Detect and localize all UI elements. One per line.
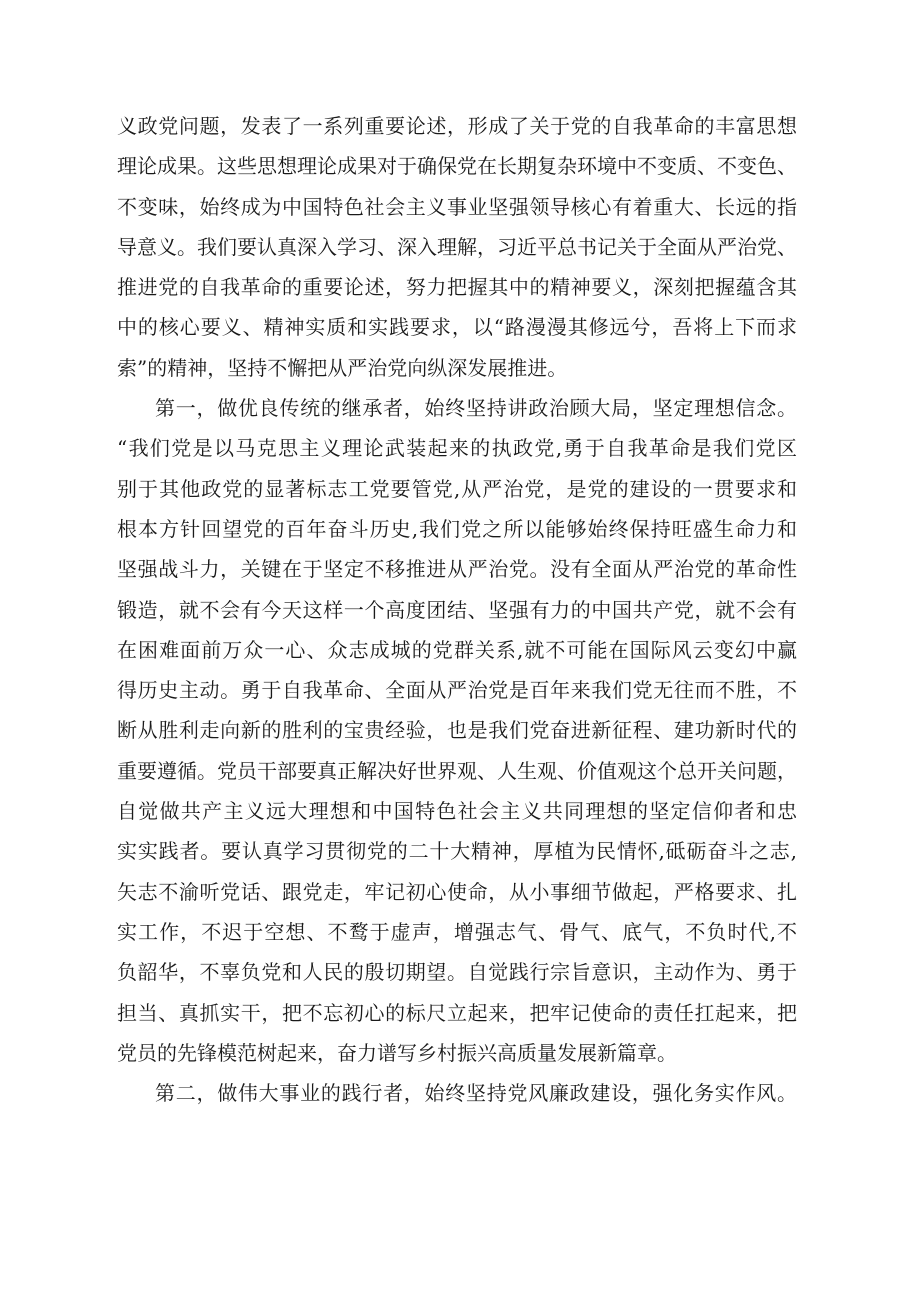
text-line: 推进党的自我革命的重要论述，努力把握其中的精神要义，深刻把握蕴含其: [117, 275, 797, 300]
paragraph-heading-first: 第一，做优良传统的继承者，始终坚持讲政治顾大局，坚定理想信念。: [155, 396, 797, 421]
text-line: 断从胜利走向新的胜利的宝贵经验，也是我们党奋进新征程、建功新时代的: [117, 718, 797, 743]
text-line: 得历史主动。勇于自我革命、全面从严治党是百年来我们党无往而不胜，不: [117, 678, 797, 703]
text-line: “我们党是以马克思主义理论武装起来的执政党,勇于自我革命是我们党区: [117, 436, 797, 461]
text-line: 矢志不渝听党话、跟党走，牢记初心使命，从小事细节做起，严格要求、扎: [117, 879, 797, 904]
text-line: 根本方针回望党的百年奋斗历史,我们党之所以能够始终保持旺盛生命力和: [117, 516, 797, 541]
text-line: 党员的先锋模范树起来，奋力谱写乡村振兴高质量发展新篇章。: [117, 1040, 677, 1065]
text-line: 锻造，就不会有今天这样一个高度团结、坚强有力的中国共产党，就不会有: [117, 597, 797, 622]
text-line: 中的核心要义、精神实质和实践要求，以“路漫漫其修远兮，吾将上下而求: [117, 315, 797, 340]
text-line: 担当、真抓实干，把不忘初心的标尺立起来，把牢记使命的责任扛起来，把: [117, 1000, 797, 1025]
text-line: 别于其他政党的显著标志工党要管党,从严治党，是党的建设的一贯要求和: [117, 476, 797, 501]
text-line: 实实践者。要认真学习贯彻党的二十大精神，厚植为民情怀,砥砺奋斗之志,: [117, 839, 797, 864]
text-line: 自觉做共产主义远大理想和中国特色社会主义共同理想的坚定信仰者和忠: [117, 799, 797, 824]
text-line: 负韶华，不辜负党和人民的殷切期望。自觉践行宗旨意识，主动作为、勇于: [117, 960, 797, 985]
text-line: 坚强战斗力，关键在于坚定不移推进从严治党。没有全面从严治党的革命性: [117, 557, 797, 582]
text-line: 不变味，始终成为中国特色社会主义事业坚强领导核心有着重大、长远的指: [117, 194, 797, 219]
text-line: 义政党问题，发表了一系列重要论述，形成了关于党的自我革命的丰富思想: [117, 114, 797, 138]
body-text: [117, 106, 797, 1113]
text-line: 索”的精神，坚持不懈把从严治党向纵深发展推进。: [117, 355, 568, 380]
text-line: 重要遵循。党员干部要真正解决好世界观、人生观、价值观这个总开关问题，: [117, 758, 797, 783]
paragraph-heading-second: 第二，做伟大事业的践行者，始终坚持党风廉政建设，强化务实作风。: [155, 1081, 797, 1106]
text-line: 在困难面前万众一心、众志成城的党群关系,就不可能在国际风云变幻中赢: [117, 637, 797, 662]
text-line: 导意义。我们要认真深入学习、深入理解，习近平总书记关于全面从严治党、: [117, 234, 797, 259]
text-line: 实工作，不迟于空想、不鹜于虚声，增强志气、骨气、底气，不负时代,不: [117, 919, 797, 944]
text-line: 理论成果。这些思想理论成果对于确保党在长期复杂环境中不变质、不变色、: [117, 154, 797, 179]
